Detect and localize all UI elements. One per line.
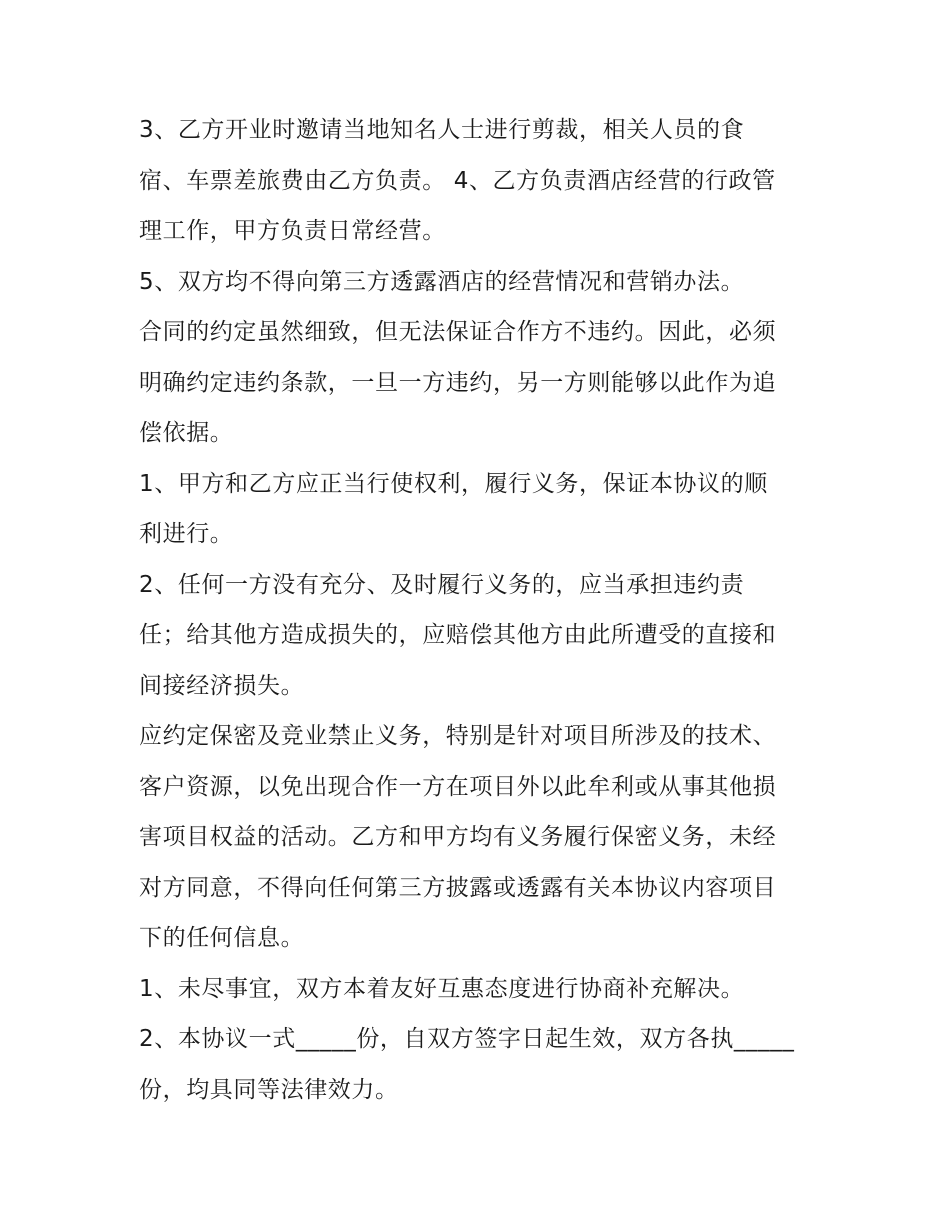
text-line: 利进行。	[139, 521, 234, 547]
text-line: 1、甲方和乙方应正当行使权利，履行义务，保证本协议的顺	[139, 471, 768, 497]
text-line: 份，均具同等法律效力。	[139, 1077, 399, 1103]
text-line: 应约定保密及竞业禁止义务，特别是针对项目所涉及的技术、	[139, 723, 777, 749]
text-line: 理工作，甲方负责日常经营。	[139, 218, 446, 244]
text-line: 5、双方均不得向第三方透露酒店的经营情况和营销办法。	[139, 269, 745, 295]
text-line: 下的任何信息。	[139, 925, 305, 951]
text-line: 1、未尽事宜，双方本着友好互惠态度进行协商补充解决。	[139, 976, 745, 1002]
text-line: 宿、车票差旅费由乙方负责。 4、乙方负责酒店经营的行政管	[139, 168, 776, 194]
text-line: 偿依据。	[139, 420, 234, 446]
text-line: 合同的约定虽然细致，但无法保证合作方不违约。因此，必须	[139, 319, 777, 345]
text-line: 2、本协议一式_____份，自双方签字日起生效，双方各执_____	[139, 1026, 795, 1052]
text-line: 2、任何一方没有充分、及时履行义务的，应当承担违约责	[139, 572, 745, 598]
text-line: 客户资源，以免出现合作一方在项目外以此牟利或从事其他损	[139, 774, 777, 800]
text-line: 对方同意，不得向任何第三方披露或透露有关本协议内容项目	[139, 875, 777, 901]
text-line: 间接经济损失。	[139, 673, 305, 699]
text-line: 任；给其他方造成损失的，应赔偿其他方由此所遭受的直接和	[139, 622, 777, 648]
text-line: 明确约定违约条款，一旦一方违约，另一方则能够以此作为追	[139, 370, 777, 396]
text-line: 3、乙方开业时邀请当地知名人士进行剪裁，相关人员的食	[139, 117, 745, 143]
text-line: 害项目权益的活动。乙方和甲方均有义务履行保密义务，未经	[139, 824, 777, 850]
